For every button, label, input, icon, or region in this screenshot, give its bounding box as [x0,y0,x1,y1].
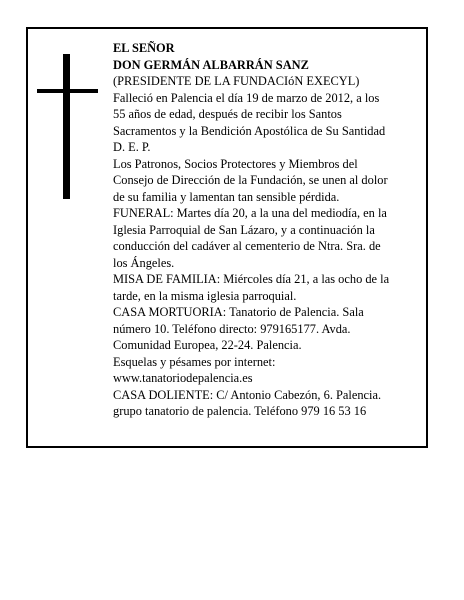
notice-line: Comunidad Europea, 22-24. Palencia. [113,338,302,352]
notice-line: 55 años de edad, después de recibir los Santos [113,107,342,121]
deceased-name: DON GERMÁN ALBARRÁN SANZ [113,57,309,72]
cross-horizontal-bar [37,89,98,93]
notice-line: tarde, en la misma iglesia parroquial. [113,288,297,303]
notice-line: Falleció en Palencia el día 19 de marzo de 2012, a los [113,90,380,105]
notice-line: conducción del cadáver al cementerio de Ntra. Sra. de [113,239,381,253]
notice-line: MISA DE FAMILIA: Miércoles día 21, a las ocho de la [113,272,390,286]
notice-line: Los Patronos, Socios Protectores y Miembros del [113,156,358,171]
notice-body [113,40,423,420]
notice-line: Consejo de Dirección de la Fundación, se unen al dolor [113,173,388,187]
notice-line: FUNERAL: Martes día 20, a la una del mediodía, en la [113,206,387,220]
notice-line: (PRESIDENTE DE LA FUNDACIóN EXECYL) [113,74,360,88]
notice-line: www.tanatoriodepalencia.es [113,371,253,385]
notice-heading: EL SEÑOR [113,41,175,55]
notice-line: de su familia y lamentan tan sensible pérdida. [113,189,340,204]
notice-line: Esquelas y pésames por internet: [113,354,276,369]
notice-line: los Ángeles. [113,255,175,270]
cross-icon [37,54,98,199]
notice-line: grupo tanatorio de palencia. Teléfono 979 16 53 16 [113,404,367,418]
notice-line: Iglesia Parroquial de San Lázaro, y a continuación la [113,222,375,237]
notice-line: CASA DOLIENTE: C/ Antonio Cabezón, 6. Palencia. [113,387,382,402]
cross-vertical-bar [63,54,70,199]
notice-line: número 10. Teléfono directo: 979165177. Avda. [113,321,351,336]
notice-line: D. E. P. [113,140,151,154]
notice-line: Sacramentos y la Bendición Apostólica de Su Santidad [113,123,386,138]
notice-line: CASA MORTUORIA: Tanatorio de Palencia. Sala [113,305,364,319]
